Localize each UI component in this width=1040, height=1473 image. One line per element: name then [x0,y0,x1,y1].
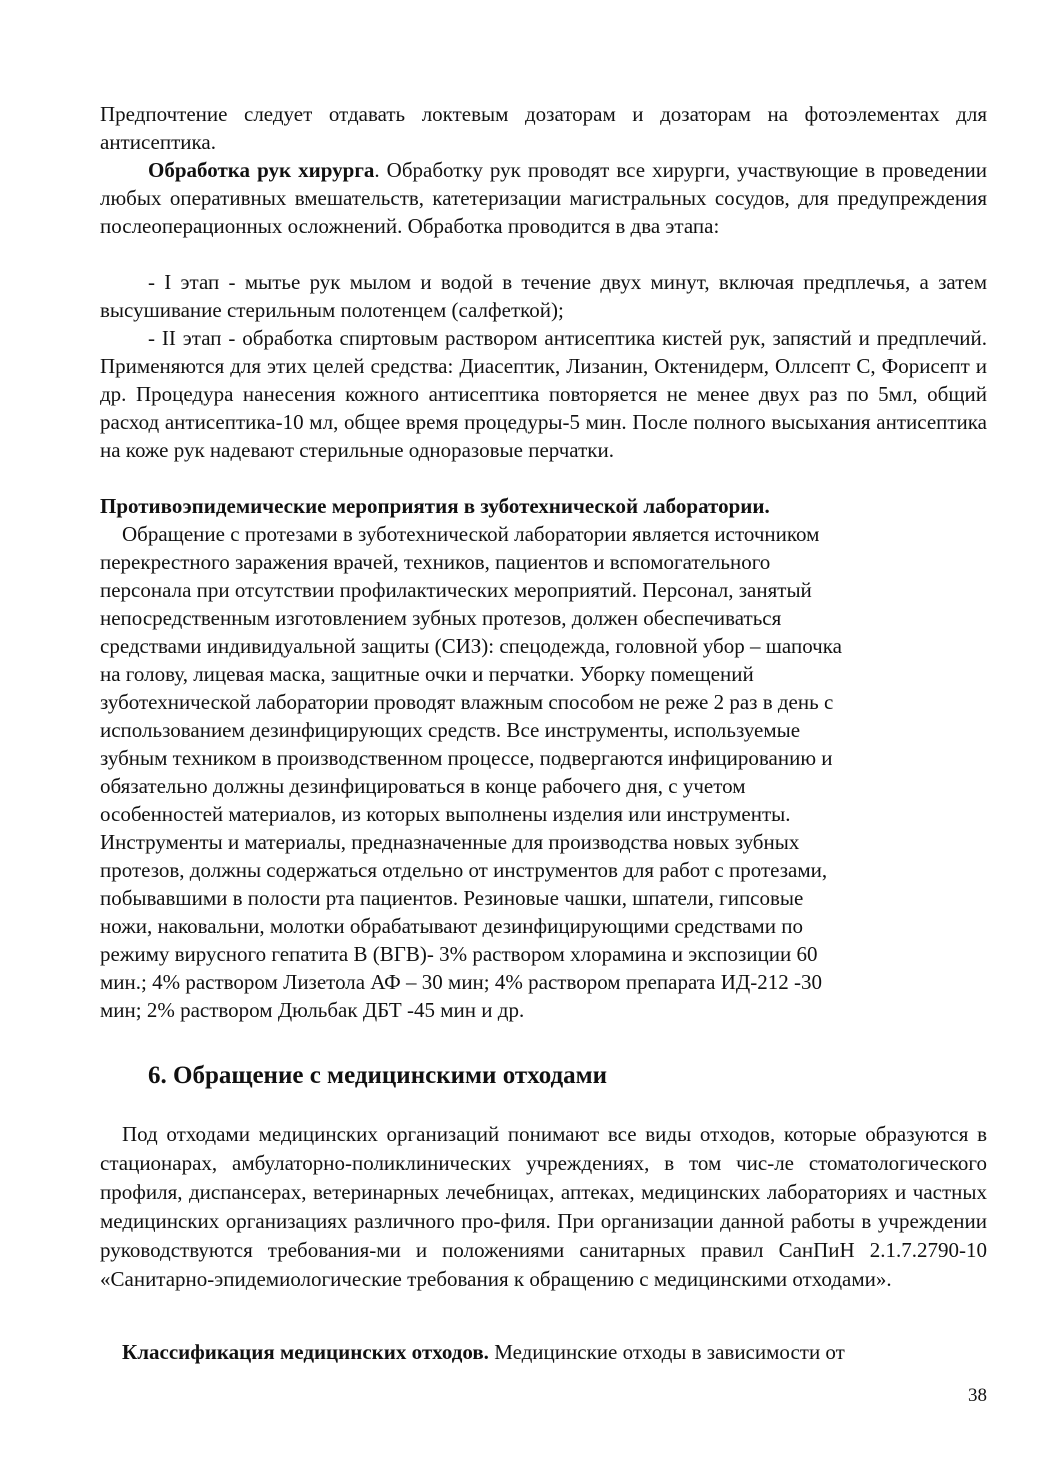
text-line: на голову, лицевая маска, защитные очки и перчатки. Уборку помещений [100,662,754,686]
paragraph-waste-classification [100,1338,987,1366]
paragraph-dispensers: Предпочтение следует отдавать локтевым дозаторам и дозаторам на фотоэлементах для антисептика. [100,102,987,154]
paragraph-medical-waste: Под отходами медицинских организаций понимают все виды отходов, которые образуются в стационарах, амбулаторно-поликлинических учреждениях, в том чис-ле стоматологического профиля, диспансерах, ветеринарных лечебницах, аптеках, медицинских лабораториях и частных медицинских организациях различного про-филя. При организации данной работы в учреждении руководствуются требования-ми и положениями санитарных правил СанПиН 2.1.7.2790-10 «Санитарно-эпидемиологические требования к обращению с медицинскими отходами». [100,1122,987,1291]
text-line: непосредственным изготовлением зубных протезов, должен обеспечиваться [100,606,782,630]
paragraph-stage-1: - I этап - мытье рук мылом и водой в течение двух минут, включая предплечья, а затем высушивание стерильным полотенцем (салфеткой); [100,270,987,322]
text-line: мин; 2% раствором Дюльбак ДБТ -45 мин и др. [100,998,525,1022]
text-line: Обращение с протезами в зуботехнической лаборатории является источником [122,522,820,546]
text-line: режиму вирусного гепатита В (ВГВ)- 3% раствором хлорамина и экспозиции 60 [100,942,818,966]
text-line: перекрестного заражения врачей, техников, пациентов и вспомогательного [100,550,771,574]
paragraph-surgeon-hands [100,156,987,240]
text-line: ножи, наковальни, молотки обрабатывают дезинфицирующими средствами по [100,914,803,938]
text-line: средствами индивидуальной защиты (СИЗ): спецодежда, головной убор – шапочка [100,634,842,658]
page-number: 38 [968,1385,987,1406]
text-line: зубным техником в производственном процессе, подвергаются инфицированию и [100,746,833,770]
text-line: персонала при отсутствии профилактических мероприятий. Персонал, занятый [100,578,812,602]
section-heading-medical-waste: 6. Обращение с медицинскими отходами [148,1062,608,1089]
paragraph-stage-2: - II этап - обработка спиртовым раствором антисептика кистей рук, запястий и предплечий. Применяются для этих целей средства: Диасептик, Лизанин, Октенидерм, Оллсепт С, Форисепт и др. Процедура нанесения кожного антисептика повторяется не менее двух раз по 5мл, общий расход антисептика-10 мл, общее время процедуры-5 мин. После полного высыхания антисептика на коже рук надевают стерильные одноразовые перчатки. [100,326,987,462]
classification-text: Медицинские отходы в зависимости от [488,1340,845,1364]
paragraph-dental-lab [100,520,987,1024]
surgeon-hands-heading: Обработка рук хирурга [148,158,375,182]
text-line: обязательно должны дезинфицироваться в конце рабочего дня, с учетом [100,774,746,798]
surgeon-hands-text: . Обработку рук проводят все хирурги, участвующие в проведении любых оперативных вмешательств, катетеризации магистральных сосудов, для предупреждения послеоперационных осложнений. Обработка проводится в два этапа: [100,158,987,238]
text-line: особенностей материалов, из которых выполнены изделия или инструменты. [100,802,791,826]
text-line: мин.; 4% раствором Лизетола АФ – 30 мин; 4% раствором препарата ИД-212 -30 [100,970,822,994]
text-line: протезов, должны содержаться отдельно от инструментов для работ с протезами, [100,858,828,882]
classification-heading: Классификация медицинских отходов. [122,1340,489,1364]
text-line: зуботехнической лаборатории проводят влажным способом не реже 2 раз в день с [100,690,834,714]
text-line: Инструменты и материалы, предназначенные для производства новых зубных [100,830,800,854]
text-line: побывавшими в полости рта пациентов. Резиновые чашки, шпатели, гипсовые [100,886,804,910]
heading-dental-lab: Противоэпидемические мероприятия в зуботехнической лаборатории. [100,494,770,518]
text-line: использованием дезинфицирующих средств. Все инструменты, используемые [100,718,801,742]
